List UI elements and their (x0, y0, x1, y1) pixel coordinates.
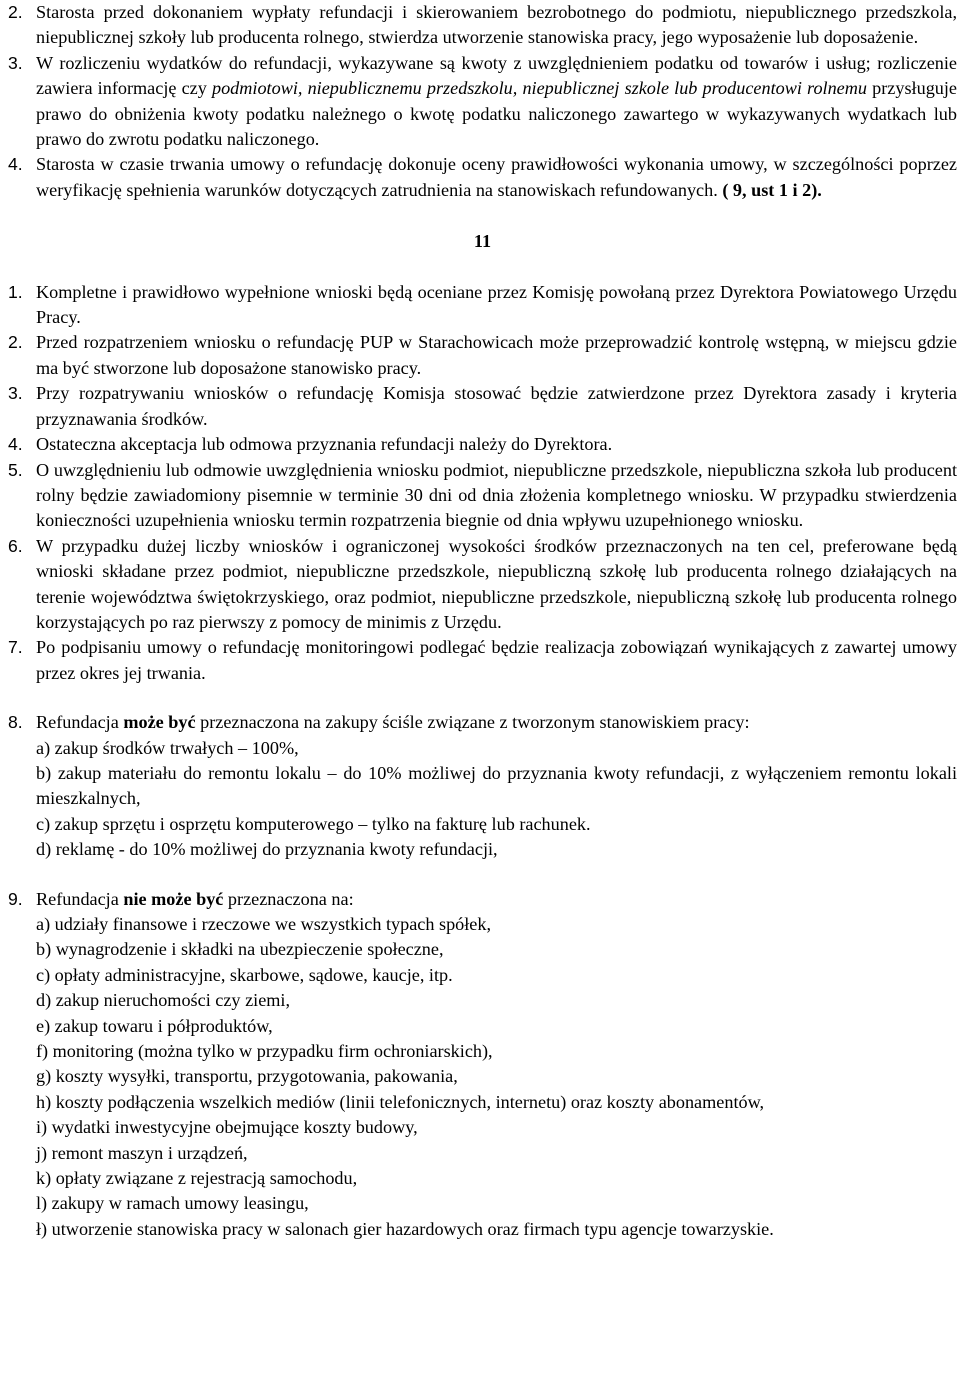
sub-item: d) zakup nieruchomości czy ziemi, (36, 990, 291, 1011)
item-text: Po podpisaniu umowy o refundację monitoringowi podlegać będzie realizacja zobowiązań wynikających z zawartej umowy przez okres jej trwania. (36, 637, 957, 683)
item-text: przeznaczona na zakupy ściśle związane z tworzonym stanowiskiem pracy: (195, 712, 750, 733)
item-text: Kompletne i prawidłowo wypełnione wnioski będą oceniane przez Komisję powołaną przez Dyrektora Powiatowego Urzędu Pracy. (36, 281, 957, 328)
item-text: Starosta w czasie trwania umowy o refundację dokonuje oceny prawidłowości wykonania umowy, w szczególności poprzez weryfikację spełnienia warunków dotyczących zatrudnienia na stanowiskach refundowanych. (36, 154, 957, 200)
item-number: 4. (8, 154, 23, 175)
sub-item: h) koszty podłączenia wszelkich mediów (linii telefonicznych, internetu) oraz koszty abonamentów, (36, 1091, 765, 1112)
item-text: W rozliczeniu wydatków do refundacji, wykazywane są kwoty z uwzględnieniem podatku od towarów i usług; rozliczenie zawiera informację czy (36, 52, 957, 99)
list-item (8, 710, 957, 735)
item-text: Przed rozpatrzeniem wniosku o refundację PUP w Starachowicach może przeprowadzić kontrolę wstępną, w miejscu gdzie ma być stworzone lub doposażone stanowisko pracy. (36, 332, 957, 378)
sub-item: f) monitoring (można tylko w przypadku firm ochroniarskich), (36, 1041, 493, 1062)
sub-item: e) zakup towaru i półproduktów, (36, 1015, 273, 1036)
list-item (8, 381, 957, 432)
section-number: 11 (473, 231, 492, 252)
sub-item: ł) utworzenie stanowiska pracy w salonach gier hazardowych oraz firmach typu agencje towarzyskie. (36, 1218, 774, 1239)
list-item (8, 458, 957, 534)
sub-item: j) remont maszyn i urządzeń, (36, 1142, 248, 1163)
item-number: 9. (8, 888, 23, 909)
sub-item: b) wynagrodzenie i składki na ubezpieczenie społeczne, (36, 939, 444, 960)
list-item (8, 0, 957, 51)
item-text-italic: podmiotowi, niepublicznemu przedszkolu, niepublicznej szkole lub producentowi rolnemu (211, 78, 867, 99)
list-item (8, 280, 957, 331)
sub-item: c) zakup sprzętu i osprzętu komputerowego – tylko na fakturę lub rachunek. (36, 813, 591, 834)
list-item (8, 887, 957, 912)
item-text: przeznaczona na: (223, 888, 354, 909)
sub-item: g) koszty wysyłki, transportu, przygotowania, pakowania, (36, 1066, 458, 1087)
sub-item: c) opłaty administracyjne, skarbowe, sądowe, kaucje, itp. (36, 964, 453, 985)
list-item (8, 534, 957, 636)
item-text: Ostateczna akceptacja lub odmowa przyznania refundacji należy do Dyrektora. (36, 434, 613, 455)
list-item (8, 152, 957, 203)
item-number: 8. (8, 712, 23, 733)
item-text: Starosta przed dokonaniem wypłaty refundacji i skierowaniem bezrobotnego do podmiotu, niepublicznego przedszkola, niepublicznej szkoły lub producenta rolnego, stwierdza utworzenie stanowiska pracy, jego wyposażenie lub doposażenie. (36, 2, 957, 48)
sub-item: b) zakup materiału do remontu lokalu – do 10% możliwej do przyznania kwoty refundacji, z wyłączeniem remontu lokali mieszkalnych, (36, 762, 957, 809)
item-text: Refundacja (36, 712, 124, 733)
sub-item: l) zakupy w ramach umowy leasingu, (36, 1193, 309, 1214)
item-number: 3. (8, 383, 23, 404)
item-number: 7. (8, 637, 23, 658)
item-number: 2. (8, 332, 23, 353)
item-number: 6. (8, 535, 23, 556)
list-item (8, 635, 957, 686)
sub-item: a) zakup środków trwałych – 100%, (36, 737, 299, 758)
sub-item: a) udziały finansowe i rzeczowe we wszystkich typach spółek, (36, 914, 492, 934)
list-item (8, 51, 957, 153)
item-number: 3. (8, 52, 23, 73)
item-text-bold: ( 9, ust 1 i 2). (722, 179, 822, 200)
item-number: 4. (8, 434, 23, 455)
sub-item: k) opłaty związane z rejestracją samochodu, (36, 1168, 358, 1189)
item-number: 1. (8, 281, 23, 302)
item-text: Przy rozpatrywaniu wniosków o refundację Komisja stosować będzie zatwierdzone przez Dyrektora zasady i kryteria przyznawania środków. (36, 383, 957, 429)
item-text-bold: nie może być (123, 888, 224, 909)
item-text: przysługuje prawo do obniżenia kwoty podatku należnego o kwotę podatku naliczonego zawartego w wykazywanych wydatkach lub prawo do zwrotu podatku naliczonego. (36, 78, 958, 150)
item-text: W przypadku dużej liczby wniosków i ograniczonej wysokości środków przeznaczonych na ten cel, preferowane będą wnioski składane przez podmiot, niepubliczne przedszkole, niepubliczną szkołę lub producenta rolnego działających na terenie województwa świętokrzyskiego, oraz podmiot, niepubliczne przedszkole, niepubliczną szkołę lub producenta rolnego korzystających po raz pierwszy z pomocy de minimis z Urzędu. (36, 535, 957, 632)
sub-item: i) wydatki inwestycyjne obejmujące koszty budowy, (36, 1117, 418, 1138)
list-item (8, 432, 957, 457)
item-text: O uwzględnieniu lub odmowie uwzględnienia wniosku podmiot, niepubliczne przedszkole, niepubliczna szkoła lub producent rolny będzie zawiadomiony pisemnie w terminie 30 dni od dnia złożenia kompletnego wniosku. W przypadku stwierdzenia konieczności uzupełnienia wniosku termin rozpatrzenia biegnie od dnia wpływu uzupełnionego wniosku. (36, 459, 957, 531)
list-item (8, 330, 957, 381)
item-number: 2. (8, 2, 23, 22)
sub-item: d) reklamę - do 10% możliwej do przyznania kwoty refundacji, (36, 839, 498, 860)
item-number: 5. (8, 459, 23, 480)
item-text-bold: może być (123, 712, 196, 733)
item-text: Refundacja (36, 888, 124, 909)
